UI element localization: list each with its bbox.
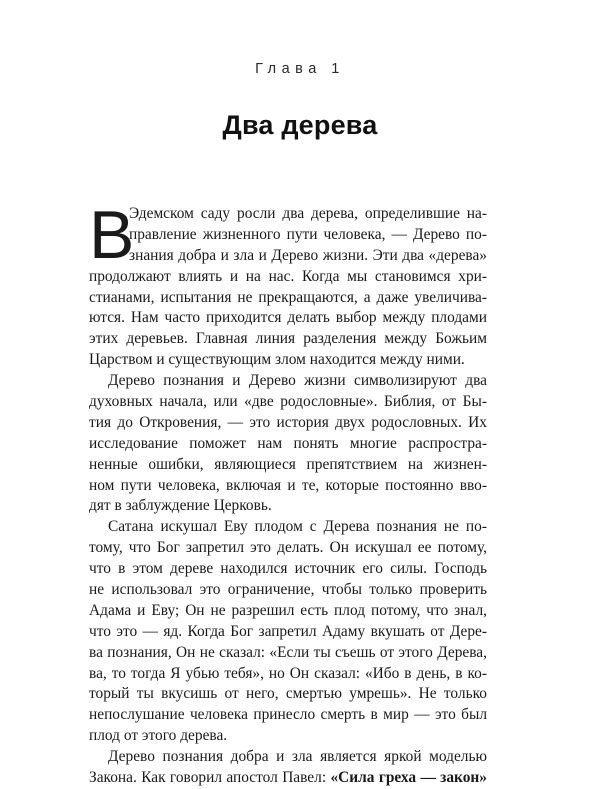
text-line: ва, то тогда Я убью тебя», но Он сказал: «Ибо в день, в ко-	[89, 664, 487, 682]
body-text	[89, 204, 487, 789]
text-line: правление жизненного пути человека, — Дерево по-	[129, 225, 487, 243]
bold-quote: «Сила греха — закон»	[330, 769, 487, 787]
text-line: непослушание человека принесло смерть в мир — это был	[89, 706, 487, 724]
text-line: ются. Нам часто приходится делать выбор между плодами	[89, 309, 487, 327]
chapter-label: Глава 1	[255, 61, 345, 77]
text-line: Царством и существующим злом находится между ними.	[89, 351, 465, 369]
text-line: знания добра и зла и Дерево жизни. Эти два «дерева»	[129, 246, 487, 264]
text-line: духовных начала, или «две родословные». Библия, от Бы-	[89, 393, 487, 411]
text-line: стианами, испытания не прекращаются, а даже увеличива-	[89, 288, 487, 306]
text-line: тому, что Бог запретил это делать. Он искушал ее потому,	[89, 539, 487, 557]
text-line: плод от этого дерева.	[89, 727, 228, 745]
text-line: торый ты вкусишь от него, смертью умрешь». Не только	[89, 685, 487, 703]
text-line: исследование поможет нам понять многие распростра-	[89, 434, 487, 452]
text-line: Дерево познания и Дерево жизни символизируют два	[108, 372, 487, 390]
drop-cap: В	[89, 197, 135, 273]
last-line-text: Закона. Как говорил апостол Павел:	[89, 769, 327, 787]
text-line: Сатана искушал Еву плодом с Дерева познания не по-	[108, 518, 487, 536]
text-line: ном пути человека, включая и те, которые постоянно вво-	[89, 476, 487, 494]
text-line: этих деревьев. Главная линия разделения между Божьим	[89, 330, 487, 348]
text-line: не использовал это ограничение, чтобы только проверить	[89, 581, 487, 599]
text-line: Эдемском саду росли два дерева, определившие на-	[129, 205, 487, 222]
text-line: что это — яд. Когда Бог запретил Адаму вкушать от Дере-	[89, 622, 487, 640]
text-line: тия до Откровения, — это история двух родословных. Их	[89, 413, 487, 431]
chapter-title: Два дерева	[222, 110, 378, 140]
text-line: Адама и Еву; Он не разрешил есть плод потому, что знал,	[89, 601, 487, 619]
text-line: ненные ошибки, являющиеся препятствием на жизнен-	[89, 455, 487, 473]
text-line: Дерево познания добра и зла является яркой моделью	[108, 748, 487, 766]
text-line: дят в заблуждение Церковь.	[89, 497, 272, 515]
text-line: что в этом дереве находился источник его силы. Господь	[89, 560, 487, 578]
text-line: продолжают влиять и на нас. Когда мы становимся хри-	[89, 267, 487, 285]
text-line	[89, 768, 487, 789]
text-line: ва познания, Он не сказал: «Если ты съешь от этого Дерева,	[89, 643, 487, 661]
